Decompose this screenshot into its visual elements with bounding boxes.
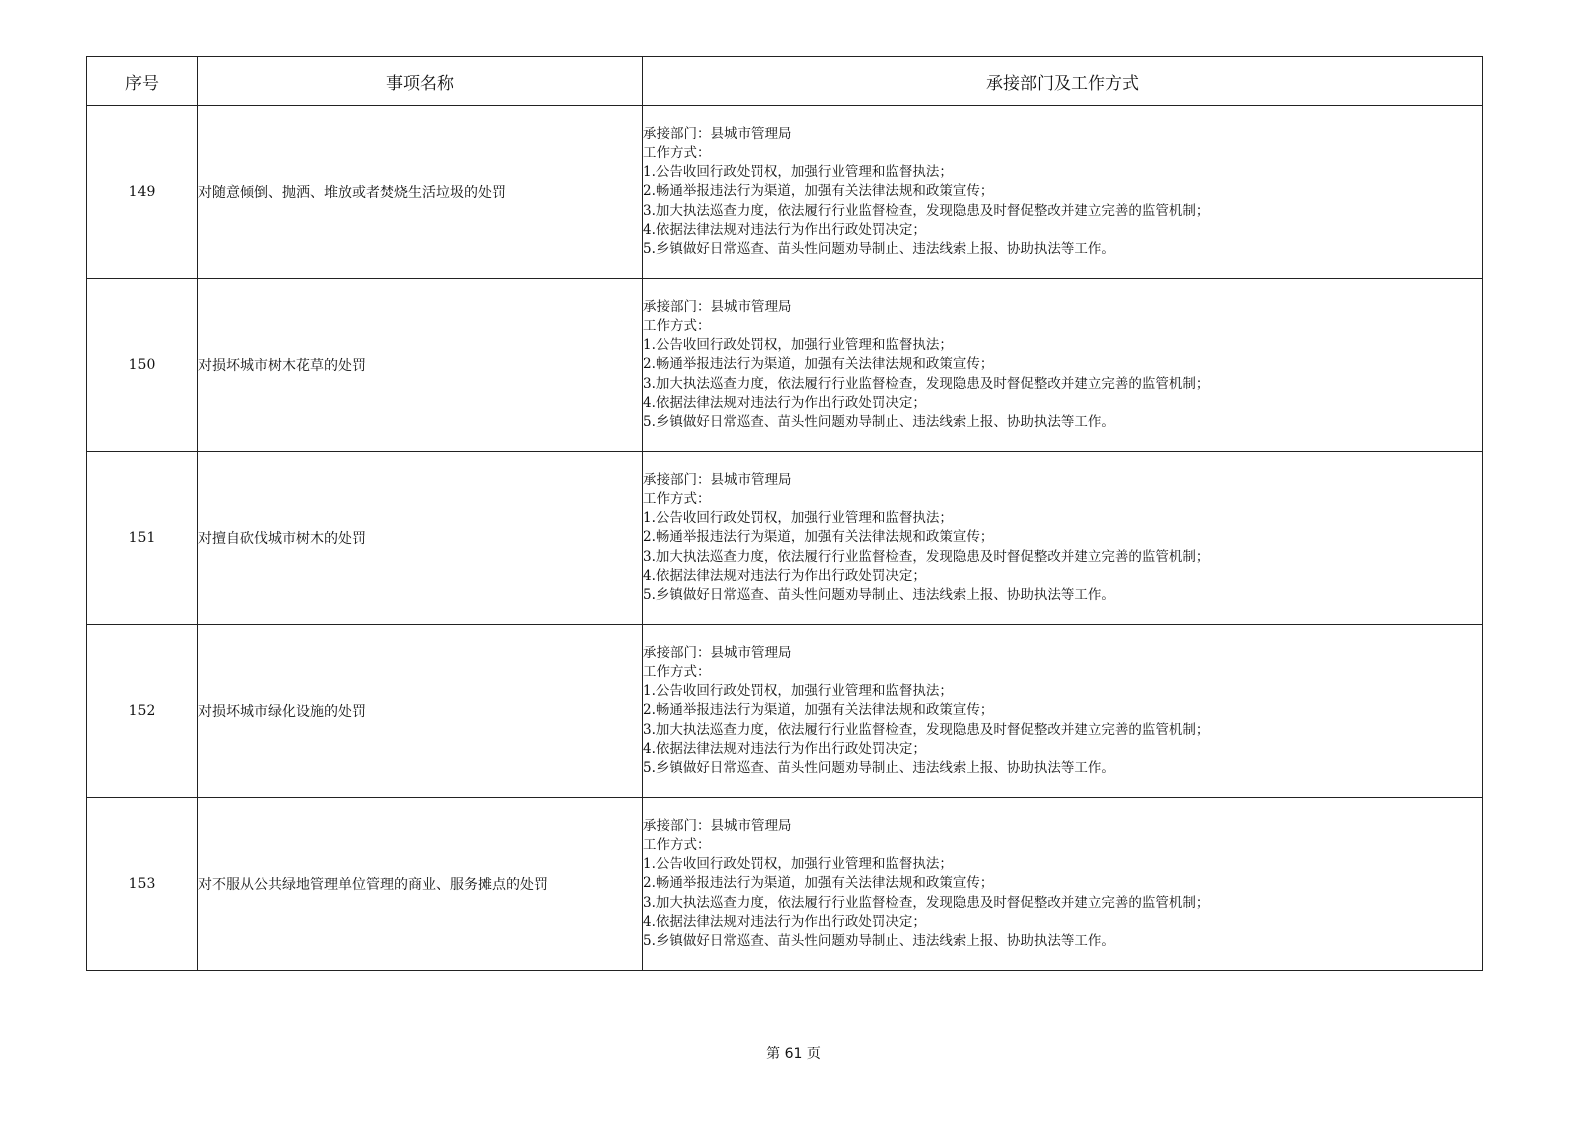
detail-line: 4.依据法律法规对违法行为作出行政处罚决定； [643,394,926,411]
detail-line: 2.畅通举报违法行为渠道，加强有关法律法规和政策宣传； [643,356,994,373]
detail-line: 4.依据法律法规对违法行为作出行政处罚决定； [643,913,926,930]
row-details [643,106,1483,279]
detail-line: 3.加大执法巡查力度，依法履行行业监督检查，发现隐患及时督促整改并建立完善的监管机制； [643,721,1210,738]
row-number: 150 [87,279,198,452]
row-item-name: 对损坏城市树木花草的处罚 [198,279,643,452]
detail-line: 3.加大执法巡查力度，依法履行行业监督检查，发现隐患及时督促整改并建立完善的监管机制； [643,548,1210,565]
detail-line: 2.畅通举报违法行为渠道，加强有关法律法规和政策宣传； [643,183,994,200]
row-number: 152 [87,625,198,798]
detail-line: 3.加大执法巡查力度，依法履行行业监督检查，发现隐患及时督促整改并建立完善的监管机制； [643,202,1210,219]
detail-line: 3.加大执法巡查力度，依法履行行业监督检查，发现隐患及时督促整改并建立完善的监管机制； [643,894,1210,911]
detail-line: 3.加大执法巡查力度，依法履行行业监督检查，发现隐患及时督促整改并建立完善的监管机制； [643,375,1210,392]
detail-line: 承接部门：县城市管理局 [643,298,792,315]
detail-line: 5.乡镇做好日常巡查、苗头性问题劝导制止、违法线索上报、协助执法等工作。 [643,760,1115,776]
row-number: 151 [87,452,198,625]
items-table [86,56,1483,971]
row-details [643,798,1483,971]
detail-line: 1.公告收回行政处罚权，加强行业管理和监督执法； [643,164,953,181]
table-row [87,625,1483,798]
table-row [87,279,1483,452]
detail-line: 2.畅通举报违法行为渠道，加强有关法律法规和政策宣传； [643,702,994,719]
table-row [87,452,1483,625]
detail-line: 4.依据法律法规对违法行为作出行政处罚决定； [643,221,926,238]
header-row [87,57,1483,106]
header-item-name: 事项名称 [198,57,643,106]
detail-line: 工作方式： [643,490,711,507]
row-item-name: 对损坏城市绿化设施的处罚 [198,625,643,798]
row-item-name: 对随意倾倒、抛洒、堆放或者焚烧生活垃圾的处罚 [198,106,643,279]
row-details [643,452,1483,625]
detail-line: 4.依据法律法规对违法行为作出行政处罚决定； [643,740,926,757]
detail-line: 工作方式： [643,317,711,334]
row-number: 153 [87,798,198,971]
row-item-name: 对擅自砍伐城市树木的处罚 [198,452,643,625]
table-row [87,106,1483,279]
detail-line: 5.乡镇做好日常巡查、苗头性问题劝导制止、违法线索上报、协助执法等工作。 [643,933,1115,949]
detail-line: 承接部门：县城市管理局 [643,125,792,142]
detail-line: 1.公告收回行政处罚权，加强行业管理和监督执法； [643,510,953,527]
detail-line: 2.畅通举报违法行为渠道，加强有关法律法规和政策宣传； [643,875,994,892]
row-number: 149 [87,106,198,279]
row-details [643,625,1483,798]
detail-line: 工作方式： [643,663,711,680]
detail-line: 工作方式： [643,144,711,161]
row-details [643,279,1483,452]
detail-line: 承接部门：县城市管理局 [643,644,792,661]
row-item-name: 对不服从公共绿地管理单位管理的商业、服务摊点的处罚 [198,798,643,971]
detail-line: 2.畅通举报违法行为渠道，加强有关法律法规和政策宣传； [643,529,994,546]
detail-line: 5.乡镇做好日常巡查、苗头性问题劝导制止、违法线索上报、协助执法等工作。 [643,587,1115,603]
detail-line: 承接部门：县城市管理局 [643,817,792,834]
header-number: 序号 [87,57,198,106]
header-department-method: 承接部门及工作方式 [643,57,1483,106]
detail-line: 5.乡镇做好日常巡查、苗头性问题劝导制止、违法线索上报、协助执法等工作。 [643,241,1115,257]
detail-line: 工作方式： [643,836,711,853]
detail-line: 4.依据法律法规对违法行为作出行政处罚决定； [643,567,926,584]
table-row [87,798,1483,971]
detail-line: 1.公告收回行政处罚权，加强行业管理和监督执法； [643,337,953,354]
page-number: 第 61 页 [766,1046,821,1062]
detail-line: 承接部门：县城市管理局 [643,471,792,488]
detail-line: 1.公告收回行政处罚权，加强行业管理和监督执法； [643,683,953,700]
detail-line: 1.公告收回行政处罚权，加强行业管理和监督执法； [643,856,953,873]
detail-line: 5.乡镇做好日常巡查、苗头性问题劝导制止、违法线索上报、协助执法等工作。 [643,414,1115,430]
